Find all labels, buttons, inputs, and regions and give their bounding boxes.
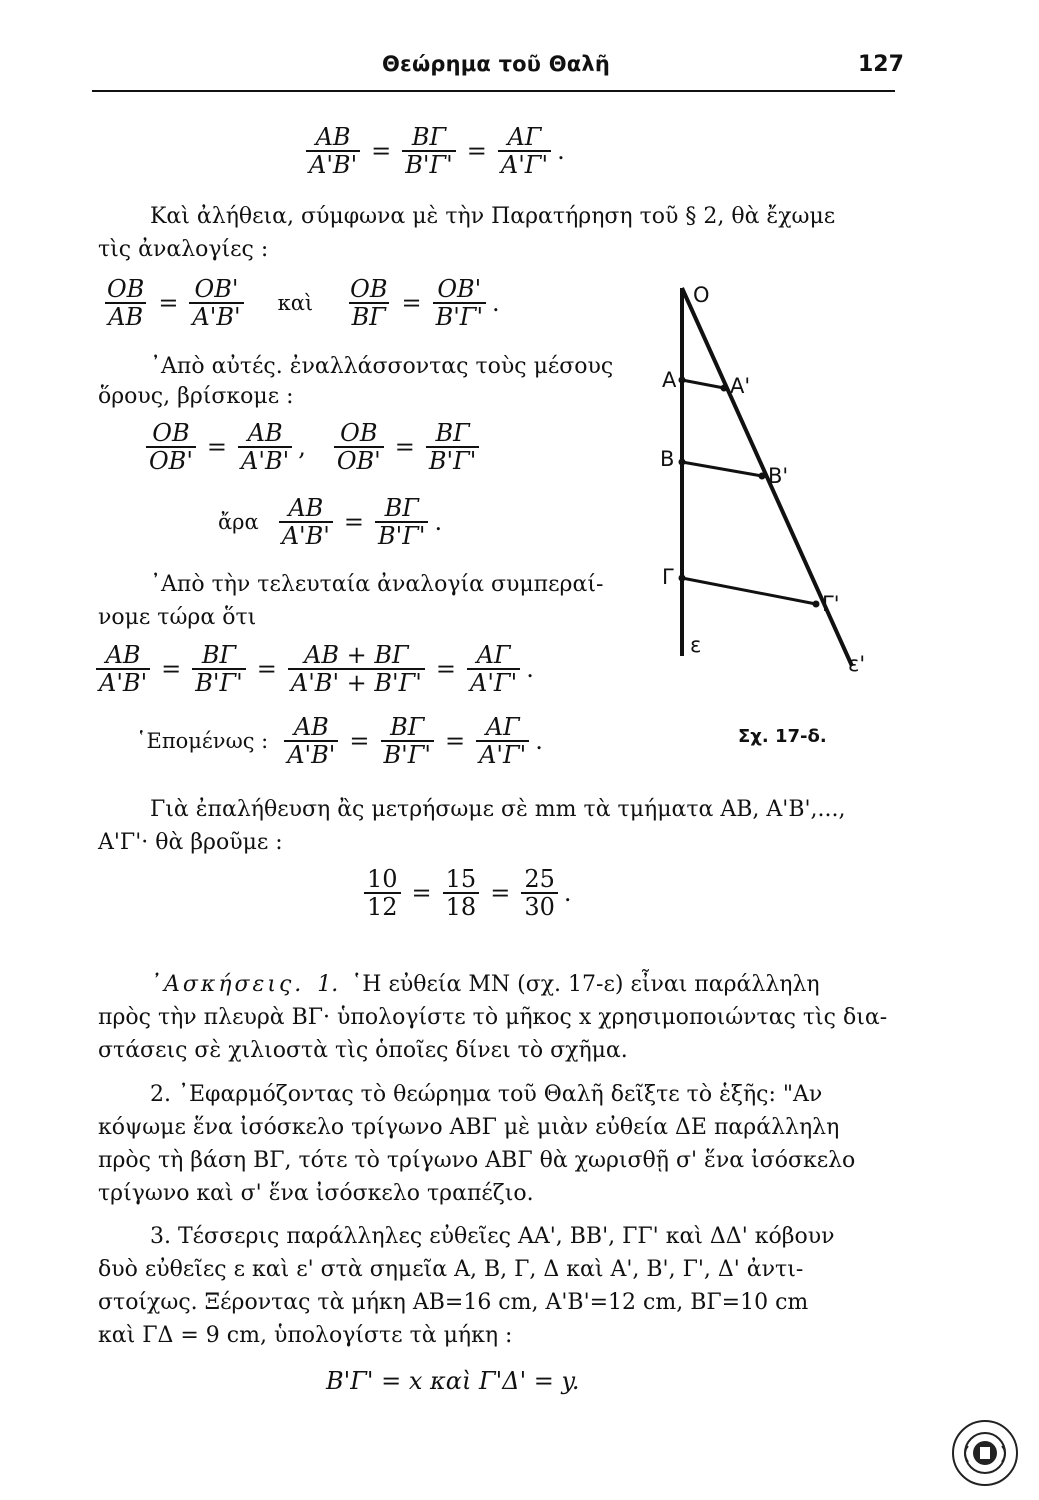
figure-caption: Σχ. 17-δ.	[738, 726, 827, 747]
library-stamp-logo	[950, 1418, 1020, 1488]
paragraph-line: Α'Γ'· θὰ βροῦμε :	[98, 830, 283, 855]
paragraph-line: ᾿Απὸ αὐτές. ἐναλλάσσοντας τοὺς μέσους	[150, 354, 614, 379]
paragraph-line: τὶς ἀναλογίες :	[98, 237, 269, 262]
label-O: O	[693, 283, 710, 307]
paragraph-line: στάσεις σὲ χιλιοστὰ τὶς ὁποῖες δίνει τὸ σχῆμα.	[98, 1038, 628, 1063]
paragraph-line: ᾿Απὸ τὴν τελευταία ἀναλογία συμπεραί-	[150, 572, 604, 597]
paragraph-line: κόψωμε ἕνα ἰσόσκελο τρίγωνο ΑΒΓ μὲ μιὰν εὐθεία ΔΕ παράλληλη	[98, 1115, 840, 1140]
label-B-prime: B'	[768, 464, 789, 488]
paragraph-line: στοίχως. Ξέροντας τὰ μήκη ΑΒ=16 cm, Α'Β'=12 cm, ΒΓ=10 cm	[98, 1290, 809, 1315]
page-number: 127	[858, 52, 904, 77]
label-A-prime: A'	[730, 374, 751, 398]
exercise-3-line: 3. Τέσσερις παράλληλες εὐθεῖες ΑΑ', ΒΒ', ΓΓ' καὶ ΔΔ' κόβουν	[150, 1224, 835, 1249]
paragraph-line: ὅρους, βρίσκομε :	[98, 384, 294, 409]
exercise-2-line: 2. ᾿Εφαρμόζοντας τὸ θεώρημα τοῦ Θαλῆ δεῖξτε τὸ ἑξῆς: "Αν	[150, 1082, 823, 1107]
paragraph-line: τρίγωνο καὶ σ' ἕνα ἰσόσκελο τραπέζιο.	[98, 1181, 534, 1206]
paragraph-line: Γιὰ ἐπαλήθευση ἂς μετρήσωμε σὲ mm τὰ τμήματα AB, A'B',...,	[150, 797, 846, 822]
equation-therefore: ἄρα $\frac{AB}{A'B'}$ = $\frac{B\Gamma}{B'\Gamma'}$ .	[218, 494, 443, 550]
segment-AA1	[682, 380, 724, 388]
equation-sum: $\frac{AB}{A'B'}$ = $\frac{B\Gamma}{B'\Gamma'}$ = $\frac{AB + B\Gamma}{A'B' + B'\Gamma'}$ = $\frac{A\Gamma}{A'\Gamma'}$ .	[90, 642, 534, 696]
label-A: A	[662, 368, 677, 392]
fraction: $\frac{A\Gamma}{A'\Gamma'}$	[498, 124, 551, 178]
paragraph-line: καὶ ΓΔ = 9 cm, ὑπολογίστε τὰ μήκη :	[98, 1323, 513, 1348]
label-B: B	[660, 447, 675, 471]
fraction: $\frac{AB}{A'B'}$	[306, 124, 360, 178]
segment-GG1	[682, 578, 816, 604]
paragraph-line: Καὶ ἀλήθεια, σύμφωνα μὲ τὴν Παρατήρηση τοῦ § 2, θὰ ἔχωμε	[150, 204, 836, 229]
exercises-heading: ᾿Ασκήσεις.	[150, 972, 305, 997]
equation-hence: ῾Επομένως : $\frac{AB}{A'B'}$ = $\frac{B\Gamma}{B'\Gamma'}$ = $\frac{A\Gamma}{A'\Gamma'}$ .	[136, 713, 543, 769]
equation-numeric: $\frac{10}{12}$ = $\frac{15}{18}$ = $\frac{25}{30}$ .	[358, 866, 572, 920]
label-epsilon-prime: ε'	[848, 652, 866, 676]
header-rule	[92, 90, 895, 92]
exercise-3-final-equation: Β'Γ' = x καὶ Γ'Δ' = y.	[326, 1367, 580, 1395]
paragraph-line: νομε τώρα ὅτι	[98, 605, 257, 630]
fraction: $\frac{B\Gamma}{B'\Gamma'}$	[402, 124, 455, 178]
paragraph-line: πρὸς τὴν πλευρὰ ΒΓ· ὑπολογίστε τὸ μῆκος x χρησιμοποιώντας τὶς δια-	[98, 1005, 888, 1030]
exercise-1-line: ᾿Ασκήσεις. 1. ῾Η εὐθεία MN (σχ. 17-ε) εἶναι παράλληλη	[150, 972, 820, 997]
paragraph-line: πρὸς τὴ βάση ΒΓ, τότε τὸ τρίγωνο ΑΒΓ θὰ χωρισθῇ σ' ἕνα ἰσόσκελο	[98, 1148, 856, 1173]
paragraph-line: δυὸ εὐθεῖες ε καὶ ε' στὰ σημεῖα Α, Β, Γ, Δ καὶ Α', Β', Γ', Δ' ἀντι-	[98, 1257, 804, 1282]
label-epsilon: ε	[690, 633, 702, 657]
equation-proportions: $\frac{OB}{AB}$ = $\frac{OB'}{A'B'}$ καὶ $\frac{OB}{B\Gamma}$ = $\frac{OB'}{B'\Gamma'}$ .	[107, 275, 500, 331]
label-G-prime: Γ'	[822, 592, 840, 616]
equation-top: $\frac{AB}{A'B'}$ = $\frac{B\Gamma}{B'\Gamma'}$ = $\frac{A\Gamma}{A'\Gamma'}$ .	[300, 124, 565, 178]
label-G: Γ	[662, 565, 674, 589]
segment-BB1	[682, 462, 762, 476]
equation-swapped: $\frac{OB}{OB'}$ = $\frac{AB}{A'B'}$ , $\frac{OB}{OB'}$ = $\frac{B\Gamma}{B'\Gamma'}$	[140, 420, 485, 474]
running-header-title: Θεώρημα τοῦ Θαλῆ	[382, 52, 611, 76]
thales-figure	[640, 270, 880, 690]
